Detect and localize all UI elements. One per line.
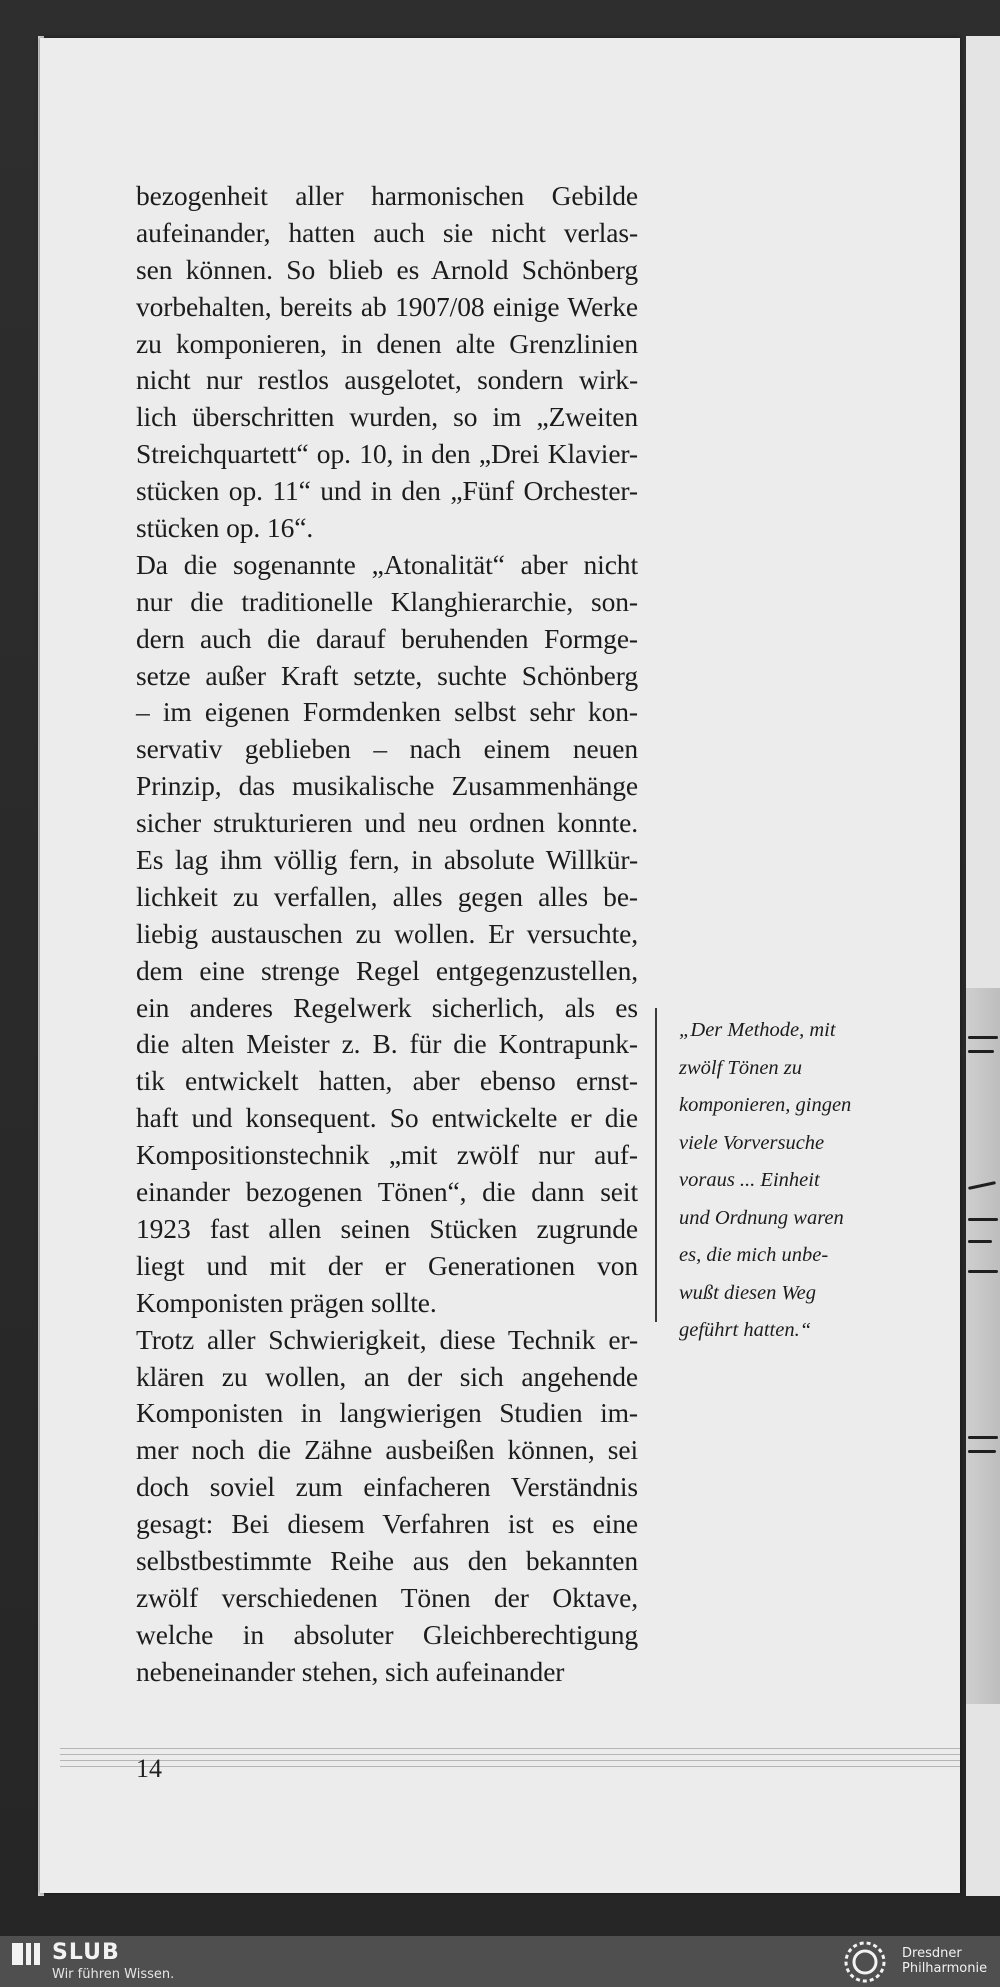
text-line: – im eigenen Formdenken selbst sehr kon-	[136, 696, 638, 728]
text-line: klären zu wollen, an der sich angehende	[136, 1360, 638, 1392]
bleed-through-text	[660, 180, 920, 217]
text-line: gesagt: Bei diesem Verfahren ist es eine	[136, 1508, 638, 1540]
slub-logo-icon	[12, 1943, 40, 1965]
text-line: welche in absoluter Gleichberechtigung	[136, 1618, 638, 1650]
pull-quote-line: voraus ... Einheit	[679, 1169, 820, 1191]
footer-rules	[60, 1748, 960, 1778]
text-line: ein anderes Regelwerk sicherlich, als es	[136, 991, 638, 1023]
text-line: bezogenheit aller harmonischen Gebilde	[136, 180, 638, 211]
pull-quote-line: und Ordnung waren	[679, 1206, 844, 1229]
text-line: Prinzip, das musikalische Zusammenhänge	[136, 770, 638, 802]
text-line: zwölf verschiedenen Tönen der Oktave,	[136, 1581, 638, 1613]
pull-quote	[655, 1008, 915, 1341]
partner-name-line1: Dresdner	[902, 1946, 962, 1961]
viewer-footer-bar	[0, 1936, 1000, 1987]
text-line: dem eine strenge Regel entgegenzustellen,	[136, 954, 638, 986]
text-line: nur die traditionelle Klanghierarchie, son-	[136, 585, 638, 617]
partner-name-line2: Philharmonie	[902, 1961, 988, 1976]
main-text-column	[136, 178, 638, 1691]
pull-quote-line: geführt hatten.“	[679, 1319, 812, 1341]
text-line: lich überschritten wurden, so im „Zweiten	[136, 401, 638, 433]
page-number: 14	[136, 1754, 162, 1783]
text-line: doch soviel zum einfacheren Verständnis	[136, 1471, 638, 1503]
library-tagline: Wir führen Wissen.	[52, 1967, 175, 1982]
text-line: sicher strukturieren und neu ordnen konnte.	[136, 807, 638, 839]
pull-quote-line: viele Vorversuche	[679, 1131, 825, 1154]
text-line: die alten Meister z. B. für die Kontrapunk-	[136, 1028, 638, 1060]
text-line: haft und konsequent. So entwickelte er die	[136, 1102, 638, 1134]
library-name[interactable]: SLUB	[52, 1940, 120, 1965]
text-line: dern auch die darauf beruhenden Formge-	[136, 622, 638, 654]
text-line: 1923 fast allen seinen Stücken zugrunde	[136, 1212, 638, 1244]
pull-quote-line: es, die mich unbe-	[679, 1244, 829, 1266]
text-line: aufeinander, hatten auch sie nicht verlas-	[136, 216, 638, 248]
text-line: nicht nur restlos ausgelotet, sondern wirk-	[136, 364, 638, 396]
text-line: sen können. So blieb es Arnold Schönberg	[136, 253, 638, 285]
text-line: Es lag ihm völlig fern, in absolute Willkür-	[136, 844, 638, 876]
text-line: servativ geblieben – nach einem neuen	[136, 733, 638, 765]
text-line: lichkeit zu verfallen, alles gegen alles be-	[136, 880, 638, 912]
pull-quote-line: „Der Methode, mit	[679, 1019, 836, 1041]
text-line: Streichquartett“ op. 10, in den „Drei Klavier-	[136, 438, 638, 470]
text-line: mer noch die Zähne ausbeißen können, sei	[136, 1434, 638, 1466]
pull-quote-line: zwölf Tönen zu	[679, 1056, 803, 1079]
philharmonie-logo-icon	[842, 1940, 888, 1984]
text-line: vorbehalten, bereits ab 1907/08 einige Werke	[136, 290, 638, 322]
text-line: Da die sogenannte „Atonalität“ aber nicht	[136, 548, 638, 580]
text-line: Kompositionstechnik „mit zwölf nur auf-	[136, 1139, 638, 1171]
text-line: Trotz aller Schwierigkeit, diese Technik er-	[136, 1323, 638, 1355]
text-line: Komponisten in langwierigen Studien im-	[136, 1397, 638, 1429]
text-line: Komponisten prägen sollte.	[136, 1286, 437, 1318]
pull-quote-line: wußt diesen Weg	[679, 1281, 817, 1304]
partner-name[interactable]	[902, 1946, 987, 1976]
text-line: zu komponieren, in denen alte Grenzlinien	[136, 327, 638, 359]
text-line: liebig austauschen zu wollen. Er versuchte,	[136, 917, 638, 949]
text-line: einander bezogenen Tönen“, die dann seit	[136, 1176, 638, 1208]
pull-quote-line: komponieren, gingen	[679, 1094, 852, 1116]
text-line: setze außer Kraft setzte, suchte Schönberg	[136, 659, 638, 691]
text-line: liegt und mit der er Generationen von	[136, 1249, 638, 1281]
text-line: nebeneinander stehen, sich aufeinander	[136, 1655, 565, 1687]
text-line: stücken op. 11“ und in den „Fünf Orchester-	[136, 475, 638, 507]
text-line: stücken op. 16“.	[136, 512, 314, 544]
text-line: tik entwickelt hatten, aber ebenso ernst-	[136, 1065, 638, 1097]
text-line: selbstbestimmte Reihe aus den bekannten	[136, 1544, 638, 1576]
adjacent-page-illustration	[966, 988, 1000, 1704]
